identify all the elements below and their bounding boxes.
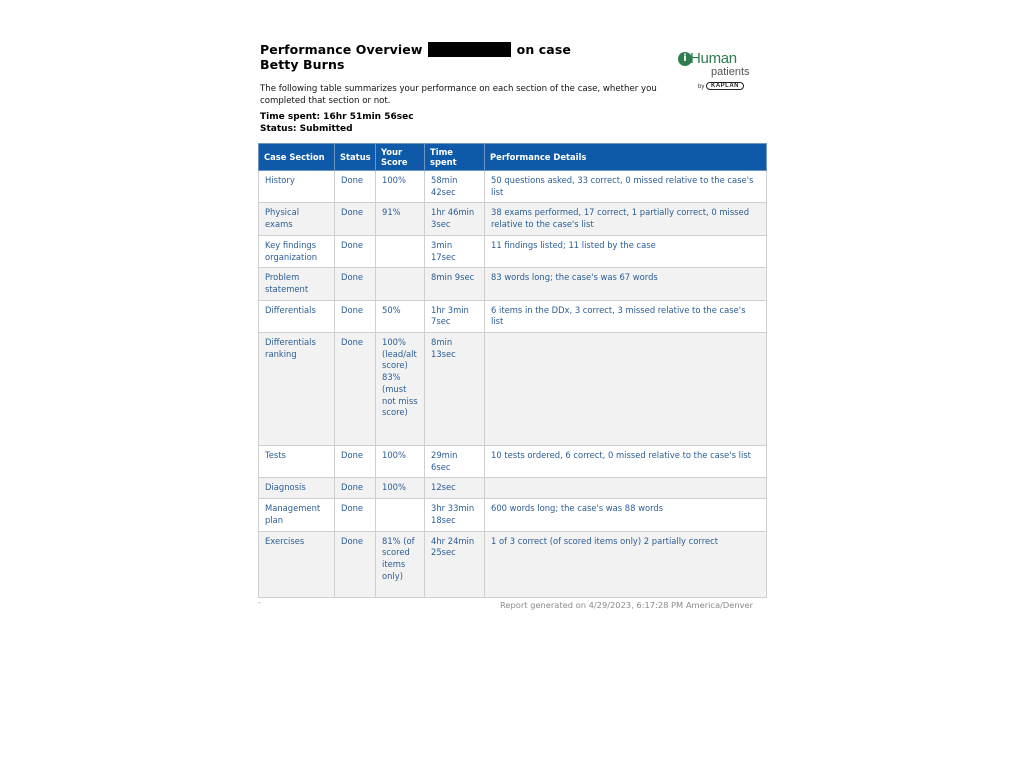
cell-details [485, 333, 767, 446]
cell-section: Tests [259, 446, 335, 478]
ihuman-logo [678, 50, 768, 98]
table-row [259, 478, 767, 499]
cell-section: Management plan [259, 499, 335, 531]
cell-status: Done [335, 446, 376, 478]
title-line-1 [260, 42, 571, 57]
table-row [259, 268, 767, 300]
title-suffix: on case [516, 42, 571, 57]
footer-dash: - [258, 598, 261, 607]
table-row [259, 333, 767, 446]
cell-score: 100% [376, 446, 425, 478]
cell-status: Done [335, 333, 376, 446]
logo-by-text: by [698, 84, 705, 90]
cell-score [376, 499, 425, 531]
header-your-score: Your Score [376, 144, 425, 171]
performance-table [258, 143, 767, 598]
cell-time: 58min 42sec [425, 171, 485, 203]
cell-time: 12sec [425, 478, 485, 499]
table-row [259, 499, 767, 531]
cell-details: 50 questions asked, 33 correct, 0 missed relative to the case's list [485, 171, 767, 203]
cell-time: 29min 6sec [425, 446, 485, 478]
ihuman-i-icon: i [678, 52, 692, 66]
summary-block [260, 111, 414, 135]
cell-status: Done [335, 268, 376, 300]
cell-status: Done [335, 499, 376, 531]
cell-score: 50% [376, 300, 425, 332]
cell-details: 6 items in the DDx, 3 correct, 3 missed relative to the case's list [485, 300, 767, 332]
cell-score: 81% (of scored items only) [376, 531, 425, 597]
cell-details [485, 478, 767, 499]
cell-time: 1hr 46min 3sec [425, 203, 485, 235]
table-row [259, 171, 767, 203]
cell-status: Done [335, 235, 376, 267]
header-status: Status [335, 144, 376, 171]
table-row [259, 203, 767, 235]
table-row [259, 531, 767, 597]
cell-time: 4hr 24min 25sec [425, 531, 485, 597]
cell-details: 83 words long; the case's was 67 words [485, 268, 767, 300]
cell-time: 8min 9sec [425, 268, 485, 300]
cell-score [376, 235, 425, 267]
cell-status: Done [335, 203, 376, 235]
header-performance-details: Performance Details [485, 144, 767, 171]
cell-section: Differentials [259, 300, 335, 332]
cell-section: Key findings organization [259, 235, 335, 267]
table-row [259, 446, 767, 478]
case-name: Betty Burns [260, 57, 345, 72]
cell-time: 3hr 33min 18sec [425, 499, 485, 531]
report-title [260, 42, 571, 72]
cell-section: Physical exams [259, 203, 335, 235]
cell-section: Problem statement [259, 268, 335, 300]
status-summary: Status: Submitted [260, 124, 353, 134]
table-header-row [259, 144, 767, 171]
cell-status: Done [335, 531, 376, 597]
intro-text: The following table summarizes your performance on each section of the case, whether you completed that section or not. [260, 84, 657, 106]
cell-details: 11 findings listed; 11 listed by the case [485, 235, 767, 267]
redacted-name: [redacted] [428, 42, 511, 57]
cell-status: Done [335, 478, 376, 499]
cell-details: 38 exams performed, 17 correct, 1 partially correct, 0 missed relative to the case's list [485, 203, 767, 235]
cell-score: 100% [376, 171, 425, 203]
time-spent: Time spent: 16hr 51min 56sec [260, 112, 414, 122]
cell-score: 100% (lead/alt score) 83% (must not miss score) [376, 333, 425, 446]
table-row [259, 235, 767, 267]
cell-details: 1 of 3 correct (of scored items only) 2 partially correct [485, 531, 767, 597]
header-time-spent: Time spent [425, 144, 485, 171]
cell-time: 1hr 3min 7sec [425, 300, 485, 332]
cell-score [376, 268, 425, 300]
cell-status: Done [335, 300, 376, 332]
cell-details: 600 words long; the case's was 88 words [485, 499, 767, 531]
cell-score: 91% [376, 203, 425, 235]
cell-score: 100% [376, 478, 425, 499]
report-generated-text: Report generated on 4/29/2023, 6:17:28 PM America/Denver [500, 600, 754, 610]
title-prefix: Performance Overview [260, 42, 423, 57]
logo-brand-text: Human [690, 50, 737, 67]
header-case-section: Case Section [259, 144, 335, 171]
cell-section: Exercises [259, 531, 335, 597]
cell-time: 3min 17sec [425, 235, 485, 267]
logo-sub-text: patients [711, 66, 750, 78]
cell-time: 8min 13sec [425, 333, 485, 446]
cell-section: Diagnosis [259, 478, 335, 499]
cell-section: History [259, 171, 335, 203]
cell-details: 10 tests ordered, 6 correct, 0 missed relative to the case's list [485, 446, 767, 478]
kaplan-logo: KAPLAN [706, 82, 744, 90]
cell-status: Done [335, 171, 376, 203]
table-row [259, 300, 767, 332]
cell-section: Differentials ranking [259, 333, 335, 446]
